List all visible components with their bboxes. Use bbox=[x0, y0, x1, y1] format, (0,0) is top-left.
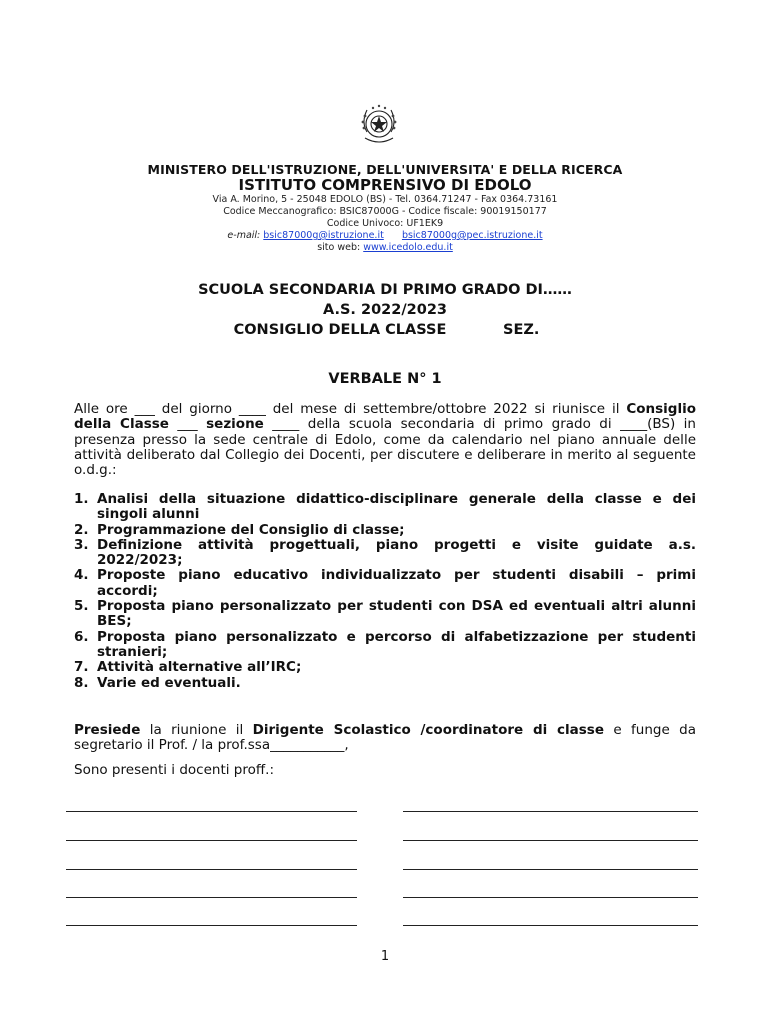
email-label: e-mail: bbox=[227, 230, 261, 241]
school-year: A.S. 2022/2023 bbox=[322, 302, 447, 318]
intro-text-2: ___ bbox=[168, 416, 207, 433]
presiede-text-1: la riunione il bbox=[140, 722, 253, 738]
ministry-name: MINISTERO DELL'ISTRUZIONE, DELL'UNIVERSITA' E DELLA RICERCA bbox=[147, 162, 623, 177]
email-link-istruzione[interactable]: bsic87000g@istruzione.it bbox=[263, 230, 384, 241]
agenda-item: 8. Varie ed eventuali. bbox=[74, 674, 241, 691]
agenda-item: 1. Analisi della situazione didattico-disciplinare generale della classe e dei singoli alunni bbox=[74, 491, 696, 523]
agenda-item: 3. Definizione attività progettuali, piano progetti e visite guidate a.s. 2022/2023; bbox=[74, 536, 696, 569]
email-row bbox=[0, 230, 770, 242]
presiede-bold: Presiede bbox=[74, 722, 141, 738]
signature-line[interactable] bbox=[66, 925, 357, 926]
institution-header bbox=[0, 162, 770, 254]
institute-codes: Codice Meccanografico: BSIC87000G - Codice fiscale: 90019150177 bbox=[223, 206, 547, 217]
document-titles bbox=[0, 280, 770, 340]
presenti-label: Sono presenti i docenti proff.: bbox=[74, 762, 275, 778]
agenda-item: 7. Attività alternative all’IRC; bbox=[74, 659, 302, 676]
presiede-paragraph bbox=[74, 723, 696, 754]
italian-republic-emblem-icon bbox=[355, 102, 403, 148]
agenda-list bbox=[74, 492, 696, 691]
signature-line[interactable] bbox=[403, 840, 698, 841]
institute-unique-code: Codice Univoco: UF1EK9 bbox=[326, 218, 444, 229]
signature-line[interactable] bbox=[66, 840, 357, 841]
intro-text-3: ____ della scuola secondaria di primo grado di ____(BS) in presenza presso la sede centrale di Edolo, come da calendario nel piano annuale delle attività deliberato dal Collegio dei Docenti, per discutere e deliberare in merito al seguente o.d.g.: bbox=[74, 416, 696, 479]
website-label: sito web: bbox=[317, 242, 361, 253]
email-link-pec[interactable]: bsic87000g@pec.istruzione.it bbox=[401, 230, 543, 241]
signature-line[interactable] bbox=[403, 925, 698, 926]
presiede-text-2: e funge da segretario il Prof. / la prof.ssa___________, bbox=[74, 722, 697, 754]
institute-name: ISTITUTO COMPRENSIVO DI EDOLO bbox=[238, 176, 532, 194]
signature-line[interactable] bbox=[403, 869, 698, 870]
council-row bbox=[0, 320, 770, 340]
intro-paragraph bbox=[74, 402, 696, 478]
agenda-item: 5. Proposta piano personalizzato per studenti con DSA ed eventuali altri alunni BES; bbox=[74, 598, 696, 630]
agenda-item: 4. Proposte piano educativo individualizzato per studenti disabili – primi accordi; bbox=[74, 567, 696, 599]
verbale-title: VERBALE N° 1 bbox=[328, 371, 442, 387]
signature-line[interactable] bbox=[403, 897, 698, 898]
agenda-item: 6. Proposta piano personalizzato e percorso di alfabetizzazione per studenti stranieri; bbox=[74, 628, 696, 660]
institute-address: Via A. Morino, 5 - 25048 EDOLO (BS) - Tel. 0364.71247 - Fax 0364.73161 bbox=[212, 194, 558, 205]
intro-bold-sezione: sezione bbox=[206, 416, 264, 433]
website-row bbox=[0, 242, 770, 254]
website-link[interactable]: www.icedolo.edu.it bbox=[363, 242, 453, 253]
page-number: 1 bbox=[380, 949, 390, 964]
dirigente-bold: Dirigente Scolastico /coordinatore di classe bbox=[252, 722, 605, 738]
council-title: CONSIGLIO DELLA CLASSE bbox=[233, 322, 447, 338]
signature-line[interactable] bbox=[403, 811, 698, 812]
agenda-item: 2. Programmazione del Consiglio di classe; bbox=[74, 521, 405, 538]
intro-bold-consiglio: Consiglio della Classe bbox=[74, 401, 696, 433]
signature-line[interactable] bbox=[66, 869, 357, 870]
section-label: SEZ. bbox=[503, 322, 540, 338]
signature-line[interactable] bbox=[66, 897, 357, 898]
signature-line[interactable] bbox=[66, 811, 357, 812]
school-title: SCUOLA SECONDARIA DI PRIMO GRADO DI…… bbox=[198, 282, 572, 298]
intro-text-1: Alle ore ___ del giorno ____ del mese di settembre/ottobre 2022 si riunisce il bbox=[74, 401, 627, 417]
